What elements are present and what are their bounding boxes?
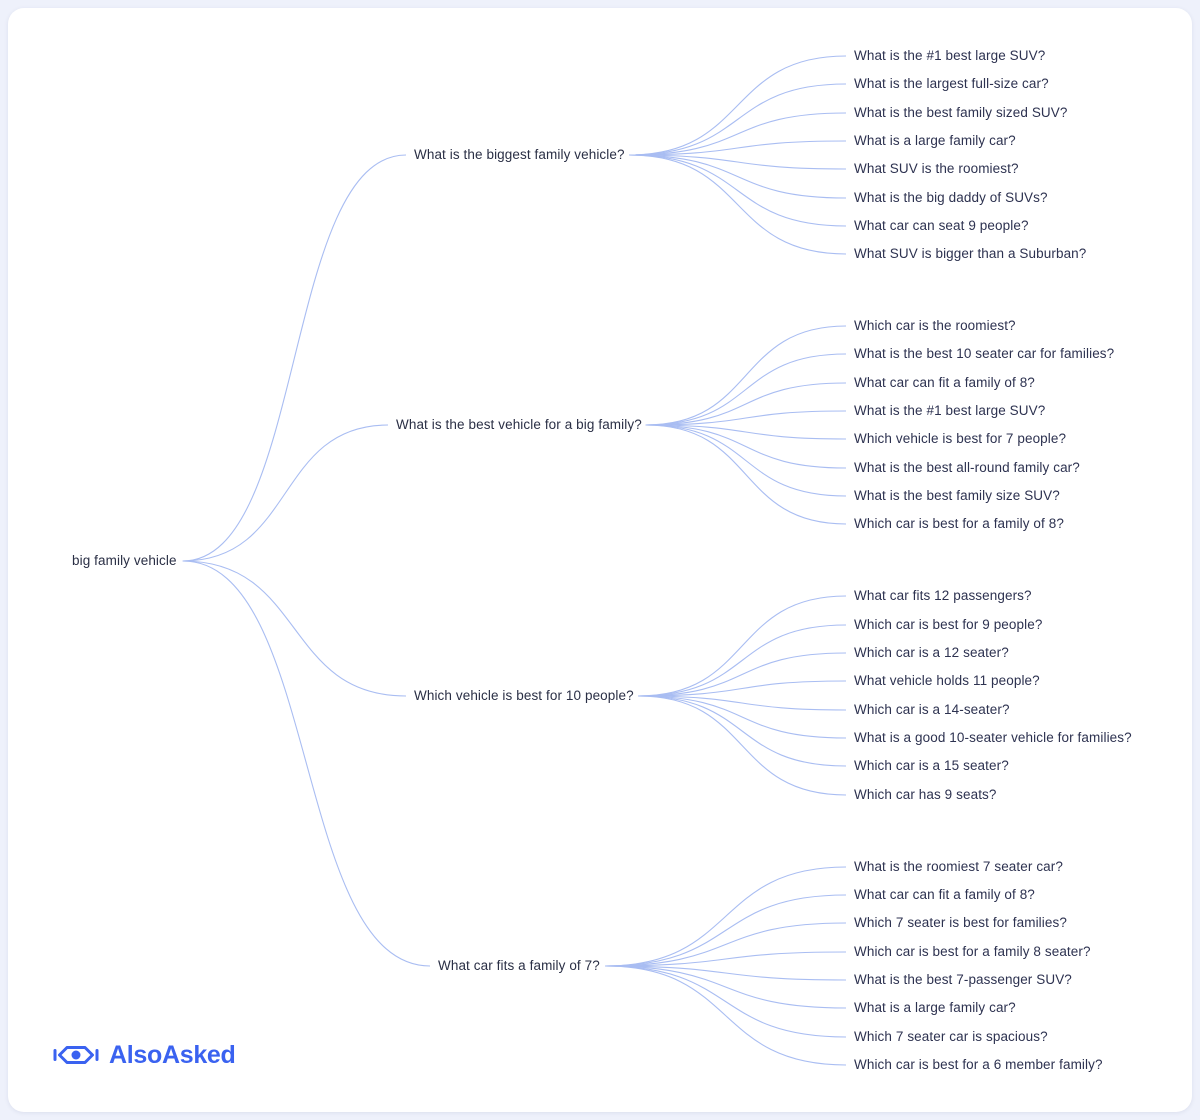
leaf-node-1-1[interactable]: What is the #1 best large SUV? (854, 48, 1046, 63)
leaf-node-3-2[interactable]: Which car is best for 9 people? (854, 617, 1043, 632)
leaf-node-3-4[interactable]: What vehicle holds 11 people? (854, 673, 1040, 688)
leaf-node-1-6[interactable]: What is the big daddy of SUVs? (854, 190, 1048, 205)
leaf-node-4-3[interactable]: Which 7 seater is best for families? (854, 915, 1067, 930)
leaf-node-4-2[interactable]: What car can fit a family of 8? (854, 887, 1035, 902)
branch-node-4[interactable]: What car fits a family of 7? (438, 958, 600, 973)
leaf-node-3-7[interactable]: Which car is a 15 seater? (854, 758, 1009, 773)
mindmap-canvas[interactable] (8, 8, 1192, 1112)
leaf-node-2-6[interactable]: What is the best all-round family car? (854, 460, 1080, 475)
leaf-node-1-5[interactable]: What SUV is the roomiest? (854, 161, 1019, 176)
leaf-node-4-7[interactable]: Which 7 seater car is spacious? (854, 1029, 1048, 1044)
leaf-node-1-4[interactable]: What is a large family car? (854, 133, 1016, 148)
leaf-node-4-4[interactable]: Which car is best for a family 8 seater? (854, 944, 1091, 959)
leaf-node-2-7[interactable]: What is the best family size SUV? (854, 488, 1060, 503)
alsoasked-logo (52, 1040, 236, 1070)
alsoasked-eye-icon (52, 1040, 100, 1070)
leaf-node-2-8[interactable]: Which car is best for a family of 8? (854, 516, 1064, 531)
leaf-node-3-1[interactable]: What car fits 12 passengers? (854, 588, 1032, 603)
leaf-node-1-3[interactable]: What is the best family sized SUV? (854, 105, 1068, 120)
branch-node-1[interactable]: What is the biggest family vehicle? (414, 147, 625, 162)
root-node[interactable]: big family vehicle (72, 553, 177, 568)
branch-node-2[interactable]: What is the best vehicle for a big family? (396, 417, 642, 432)
leaf-node-1-8[interactable]: What SUV is bigger than a Suburban? (854, 246, 1087, 261)
leaf-node-2-5[interactable]: Which vehicle is best for 7 people? (854, 431, 1067, 446)
leaf-node-2-2[interactable]: What is the best 10 seater car for families? (854, 346, 1115, 361)
leaf-node-4-1[interactable]: What is the roomiest 7 seater car? (854, 859, 1063, 874)
alsoasked-wordmark: AlsoAsked (109, 1040, 236, 1069)
leaf-node-4-5[interactable]: What is the best 7-passenger SUV? (854, 972, 1072, 987)
leaf-node-3-5[interactable]: Which car is a 14-seater? (854, 702, 1010, 717)
branch-node-3[interactable]: Which vehicle is best for 10 people? (414, 688, 634, 703)
leaf-node-1-7[interactable]: What car can seat 9 people? (854, 218, 1029, 233)
leaf-node-2-3[interactable]: What car can fit a family of 8? (854, 375, 1035, 390)
leaf-node-2-4[interactable]: What is the #1 best large SUV? (854, 403, 1046, 418)
leaf-node-4-6[interactable]: What is a large family car? (854, 1000, 1016, 1015)
leaf-node-1-2[interactable]: What is the largest full-size car? (854, 76, 1049, 91)
leaf-node-2-1[interactable]: Which car is the roomiest? (854, 318, 1016, 333)
leaf-node-3-6[interactable]: What is a good 10-seater vehicle for families? (854, 730, 1132, 745)
leaf-node-3-3[interactable]: Which car is a 12 seater? (854, 645, 1009, 660)
leaf-node-3-8[interactable]: Which car has 9 seats? (854, 787, 997, 802)
leaf-node-4-8[interactable]: Which car is best for a 6 member family? (854, 1057, 1103, 1072)
